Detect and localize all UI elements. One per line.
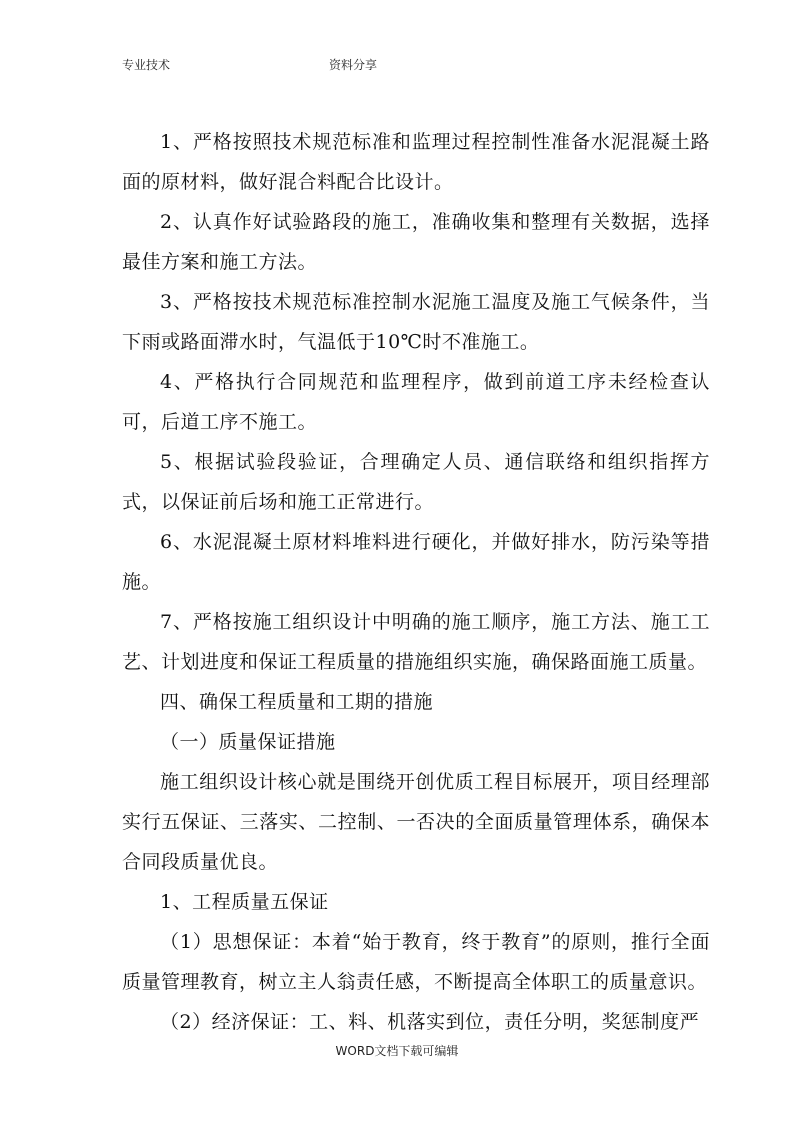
paragraph-ideological-guarantee: （1）思想保证：本着“始于教育，终于教育”的原则，推行全面质量管理教育，树立主人翁责任感，不断提高全体职工的质量意识。 — [122, 931, 710, 993]
page-footer: WORD文档下载可编辑 — [335, 1044, 459, 1058]
paragraph-item-7: 7、严格按施工组织设计中明确的施工顺序，施工方法、施工工艺、计划进度和保证工程质量的措施组织实施，确保路面施工质量。 — [122, 611, 710, 673]
paragraph-item-5: 5、根据试验段验证，合理确定人员、通信联络和组织指挥方式，以保证前后场和施工正常进行。 — [122, 451, 710, 513]
page-header — [0, 56, 794, 76]
paragraph-item-6: 6、水泥混凝土原材料堆料进行硬化，并做好排水，防污染等措施。 — [122, 531, 710, 593]
paragraph-quality-system: 施工组织设计核心就是围绕开创优质工程目标展开，项目经理部实行五保证、三落实、二控制、一否决的全面质量管理体系，确保本合同段质量优良。 — [122, 771, 710, 873]
header-right-text: 资料分享 — [329, 58, 378, 72]
subsection-heading-quality: （一）质量保证措施 — [160, 731, 336, 753]
paragraph-item-3: 3、严格按技术规范标准控制水泥施工温度及施工气候条件，当下雨或路面滞水时，气温低于10℃时不准施工。 — [122, 291, 710, 353]
section-heading-4: 四、确保工程质量和工期的措施 — [160, 691, 434, 713]
paragraph-item-2: 2、认真作好试验路段的施工，准确收集和整理有关数据，选择最佳方案和施工方法。 — [122, 211, 710, 273]
header-left-text: 专业技术 — [122, 58, 171, 72]
document-body — [122, 122, 710, 1042]
paragraph-economic-guarantee: （2）经济保证：工、料、机落实到位，责任分明，奖惩制度严 — [160, 1011, 700, 1033]
subheading-five-guarantees: 1、工程质量五保证 — [160, 891, 329, 913]
paragraph-item-4: 4、严格执行合同规范和监理程序，做到前道工序未经检查认可，后道工序不施工。 — [122, 371, 710, 433]
paragraph-item-1: 1、严格按照技术规范标准和监理过程控制性准备水泥混凝土路面的原材料，做好混合料配合比设计。 — [122, 131, 710, 193]
